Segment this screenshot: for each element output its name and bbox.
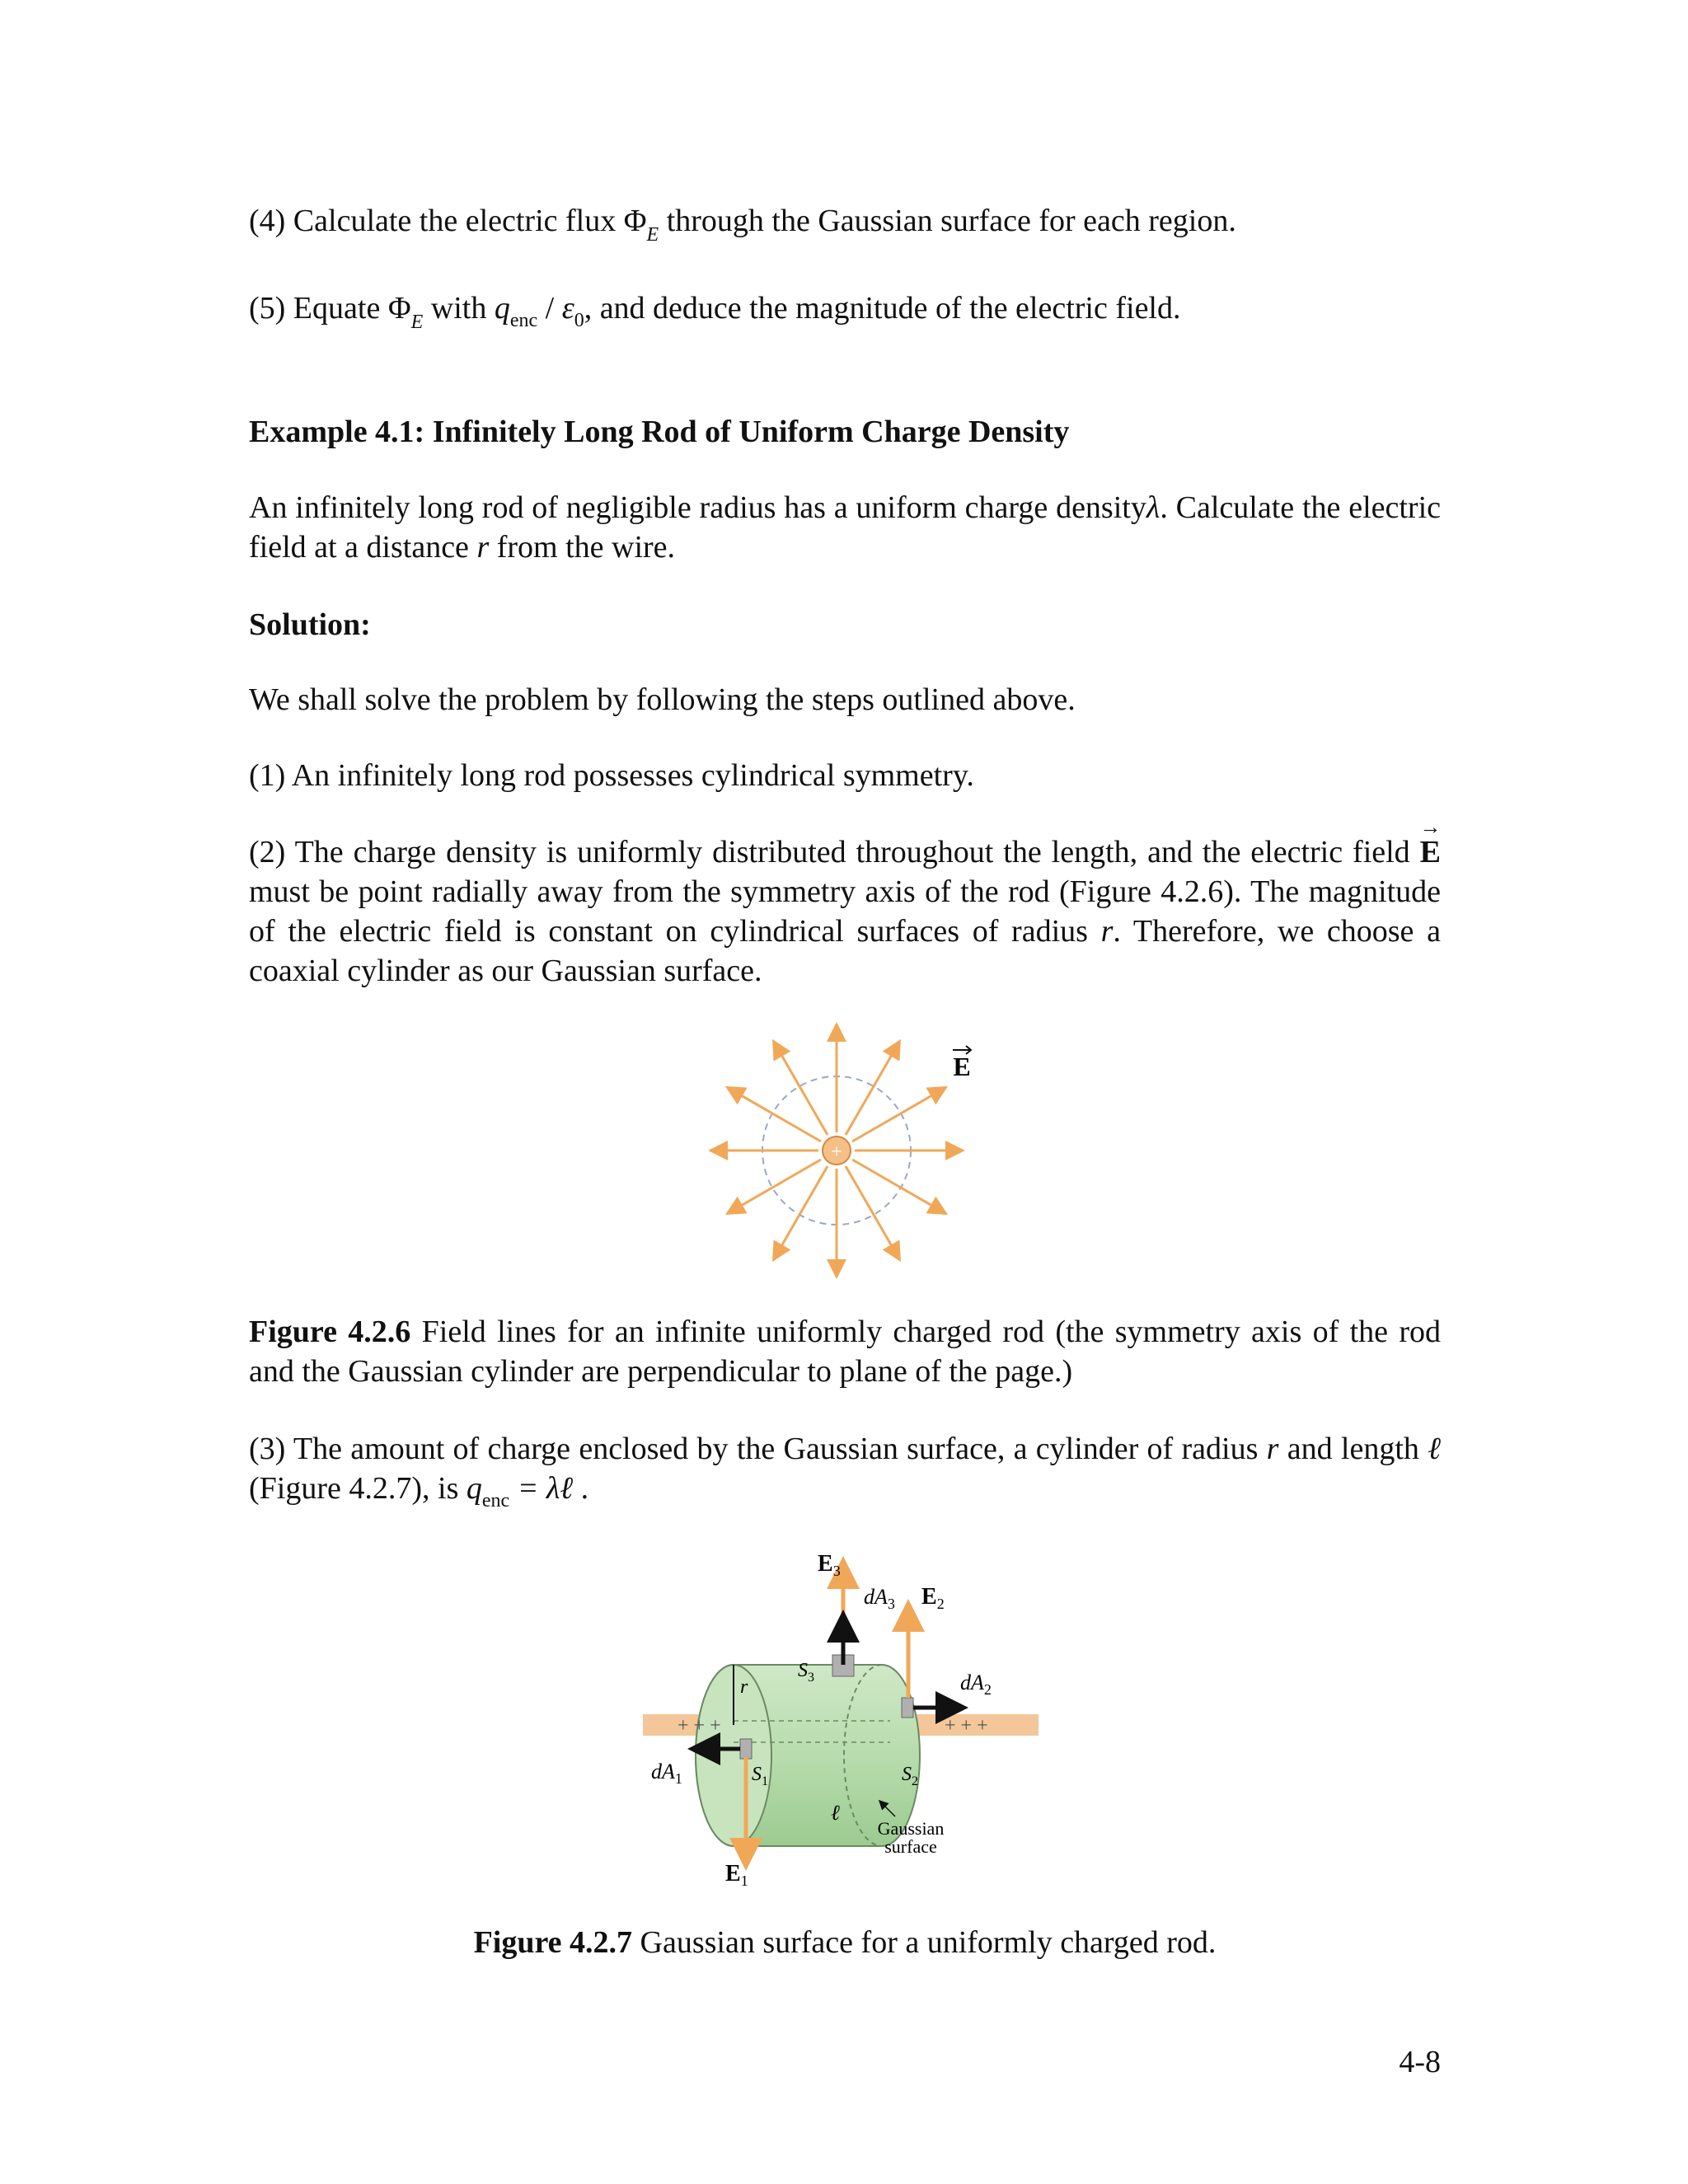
- q-symbol: q: [466, 1471, 482, 1506]
- caption-text: Gaussian surface for a uniformly charged rod.: [632, 1925, 1217, 1960]
- field-line: [852, 1089, 944, 1141]
- step-3-text: (3) The amount of charge enclosed by the Gaussian surface, a cylinder of radius: [249, 1432, 1267, 1466]
- problem-text-2: . Calculate the electric field at a distance: [249, 490, 1441, 565]
- figure-4-2-6-caption: [249, 1312, 1441, 1391]
- field-line: [846, 1043, 898, 1135]
- epsilon-subscript: 0: [574, 310, 584, 331]
- example-title: Example 4.1: Infinitely Long Rod of Uniform Charge Density: [249, 415, 1070, 449]
- solution-label: Solution:: [249, 607, 371, 642]
- dA1-label: $dA_1$: [651, 1760, 682, 1787]
- example-problem: [249, 488, 1441, 567]
- r-symbol: r: [1266, 1432, 1279, 1466]
- page-number: 4-8: [1399, 2045, 1441, 2079]
- step-3-end: .: [573, 1471, 589, 1506]
- step-4-text-end: through the Gaussian surface for each region.: [666, 204, 1236, 238]
- r-symbol: r: [1100, 914, 1114, 949]
- field-line: [775, 1043, 828, 1135]
- dA3-label: $dA_3$: [864, 1585, 895, 1612]
- gaussian-cylinder-figure: [643, 1541, 1055, 1887]
- E1-label: $E_1$: [725, 1861, 748, 1887]
- problem-text: An infinitely long rod of negligible radius has a uniform charge density: [249, 490, 1146, 525]
- step-2-text-2: must be point radially away from the symmetry axis of the rod (Figure 4.2.6). The magnitude of the electric field is constant on cylindrical surfaces of radius: [249, 874, 1441, 949]
- step-2-text: (2) The charge density is uniformly distributed throughout the length, and the electric field: [249, 835, 1420, 869]
- step-4-text: (4) Calculate the electric flux: [249, 204, 617, 238]
- step-5-with: with: [423, 291, 495, 326]
- q-equation: = λℓ: [509, 1471, 574, 1506]
- flux-subscript: E: [646, 224, 659, 246]
- divide-sign: /: [537, 291, 562, 326]
- ell-label: ℓ: [831, 1801, 840, 1825]
- S1-label: $S_1$: [752, 1764, 768, 1788]
- step-2-text-3: . Therefore, we choose a coaxial cylinder as our Gaussian surface.: [249, 914, 1441, 988]
- solution-step-2: [249, 832, 1441, 991]
- S2-label: $S_2$: [902, 1764, 918, 1788]
- dA2-label: $dA_2$: [960, 1671, 992, 1698]
- field-line: [729, 1160, 821, 1212]
- E2-label: $E_2$: [921, 1584, 945, 1612]
- step-5-text-end: , and deduce the magnitude of the electric field.: [584, 291, 1181, 326]
- patch-left: [740, 1739, 752, 1759]
- r-label: r: [740, 1676, 748, 1698]
- step-5-text: (5) Equate: [249, 291, 388, 326]
- flux-symbol: Φ: [387, 291, 411, 326]
- plus-right: + + +: [945, 1715, 988, 1736]
- plus-left: + + +: [678, 1715, 721, 1736]
- step-3-text-2: and length: [1278, 1432, 1428, 1466]
- solution-step-3: [249, 1429, 1441, 1512]
- figure-4-2-7-caption: [249, 1923, 1441, 1962]
- lambda-symbol: λ: [1146, 490, 1160, 525]
- problem-text-3: from the wire.: [489, 530, 676, 565]
- r-symbol: r: [476, 530, 490, 565]
- patch-right: [902, 1698, 913, 1718]
- solution-step-1: (1) An infinitely long rod possesses cylindrical symmetry.: [249, 758, 974, 793]
- E-label: E: [953, 1052, 971, 1081]
- step-5: [249, 288, 1441, 332]
- field-line: [775, 1166, 828, 1258]
- field-line: [846, 1166, 898, 1258]
- caption-text: Field lines for an infinite uniformly charged rod (the symmetry axis of the rod and the Gaussian cylinder are perpendicular to plane of the page.): [249, 1315, 1441, 1389]
- solution-intro: We shall solve the problem by following the steps outlined above.: [249, 682, 1076, 717]
- plus-sign: +: [831, 1141, 842, 1163]
- S3-label: $S_3$: [798, 1660, 814, 1685]
- caption-label: Figure 4.2.6: [249, 1315, 411, 1349]
- q-symbol: q: [494, 291, 510, 326]
- E3-label: $E_3$: [818, 1551, 841, 1579]
- radial-field-figure: [709, 1022, 981, 1286]
- q-subscript: enc: [509, 310, 538, 331]
- flux-subscript: E: [410, 312, 424, 333]
- caption-label: Figure 4.2.7: [473, 1925, 633, 1960]
- ell-symbol: ℓ: [1428, 1432, 1441, 1466]
- q-subscript: enc: [481, 1490, 510, 1511]
- field-line: [852, 1160, 944, 1212]
- epsilon-symbol: ε: [561, 291, 574, 326]
- gaussian-label-1: Gaussian: [877, 1818, 945, 1839]
- E-vector-symbol: → E: [1420, 832, 1441, 872]
- flux-symbol: Φ: [623, 204, 647, 238]
- field-line: [729, 1089, 821, 1141]
- step-4: [249, 201, 1441, 245]
- step-3-text-3: (Figure 4.2.7), is: [249, 1471, 467, 1506]
- gaussian-label-2: surface: [884, 1836, 937, 1857]
